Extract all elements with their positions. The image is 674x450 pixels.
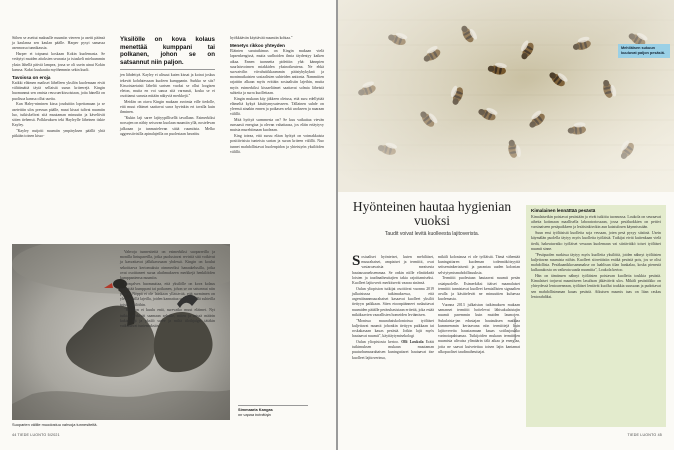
right-page <box>338 0 674 450</box>
paragraph: Siihen se asettui makuulle nuumiin viereen ja asetti päänsä ja kaulansa sen kaulan päälle. Harper pysyi samassa asennossa tunnikausia. <box>12 36 105 51</box>
paragraph: Harper ei toipunut koskaan Kokin kuolemasta. Se vetäytyi muiden aitoksien seurasta ja istuskeli mieluummin yksin lähellä päiviä lampea, jossa se oli usein uinut Kokin kanssa. Kaksi kuukautta myöhemmin sekin kuoli. <box>12 52 105 72</box>
left-col-2-lower <box>120 250 215 330</box>
paragraph <box>352 340 434 361</box>
paragraph: Meidän on otava Kingin mukaan avoimia eille tiedolle, että muut eläimet saattavat surra hyvinkin eri tavalla kuin ihminen. <box>120 99 215 115</box>
paragraph: Gonçalves huomauttaa, että yksilölle on kova kolaus menettää kumppani tai poikanen, johon se on satsannut niin paljon. Nöppä ei ole lainkaan yllättävää, että surmimen on yleistä niillä lajeilla, joiden kannattaa selviä tiiviillä suhteilla toiste yksilöihin. <box>120 281 215 307</box>
author-credit <box>238 405 308 418</box>
paragraph: Kun Haley-niminen kissa jouduttiin lopettamaan ja se asetettiin ulos pressun päälle, muut kissat tulivat nuumiin luo, tutkiskelivat sitä muutaman minuutin ja käveliivät sitten tiehensä. Polkkeuksen teki Hayleylle läheinen tiskie Kayley. <box>12 102 105 128</box>
paragraph: jen lähdettyä. Kayley ei ulisuut kuten kissat ja koirat joskus tekevät kohdatessaan kuoleen kumppanin. Surkko se siis? Kissoistaetaisit läheltä surtsen vuoksi se ollut loogisen eleton, mutta en voi sanoa sitä varmasti, koska se ei osoittanut surusta mitään näkyviä merkkejä." <box>120 73 215 99</box>
page-footer-right: TIEDE LUONTO 45 <box>627 433 662 437</box>
paragraph: Hän on tämänsen nähnyt työläisten poistavan kuolleita toukkia pesästä. Kimalaiset torjuvat nuumiiseen lasulisan jäkäväivät ulos. Mikäli pesästiikko on yhteydessä lentoareneaan, työläiset lentävät kuollut toukkia suussaan ja pudottavat sen mahdollisimman kauas pesästä. Aikuisen nuumis taas on liian raskas lentorahdiksi. <box>531 274 661 299</box>
left-col-3 <box>230 36 324 156</box>
paragraph: Oulun yliopiston tutkijat osoittivat vuonna 2019 julkaistussa tutkimuksessa, että argentiinanmuurahaiset kasaavat kuolleet yksilöt tiettyyn paikkaan. Siten etoonpäänneet ruskuttavat nuamiden pääälle peräruhasistaan eritettä, joka estää mikäksavien vaarallisten homeiden leviämisen. <box>352 286 434 317</box>
paragraph: "Ryyoton ei kuulu eniä, surevatko muut eläimet. Nyt tutkiat pyrkivät saamaan selville, miten ja missä määrin kukin laji ja yksilö suree ja miltä tiloihjalget tätäkin vaikuttavat tuntemuksiin. <box>120 308 215 329</box>
page-footer-left: 44 TIEDE LUONTO 5/2021 <box>12 433 60 437</box>
paragraph: Suun ensi työläisistä kuolleita soja vessaan, joten pesä pysyy siistinä. Usein käymälän puolella täytyy myös kuolleita työläisiä. Tutkijat eivät kuitenkaan vielä tiedä, hakeutuvatko työläiset vessaan kuolemaan vai siirtävätkö toiset työläiset nuumit sinne. <box>531 231 661 251</box>
paragraph-text: Eräät tutkimuksen mukaan muutaman puutarhamuurahaisen kuningattaret hautaavat itse kuolleet lajitoverinsa, <box>352 340 434 360</box>
paragraph: Kaikki eläimen maiksei lähelleen yksilön kuolemaan eivät välttämättä täytä sellaisiä surun kriteerejä. Kingin huomannut sen omista reuscuerkissoistaan, joita hänellä on puolisoa kanssa ollut useita. <box>12 81 105 101</box>
left-col-2 <box>120 36 215 138</box>
subheading: Tavoissa on eroja <box>12 75 51 81</box>
article-title: Hyönteinen hautaa hygienian vuoksi <box>352 199 512 228</box>
paragraph: Vahvoja tunnesiteitä on esimerkiksi suoparreilla ja monilla lintupareilla, jotka puolustavat revirtiä sitä voikivut ja kasvattavat jälkikasvuaan yhdessä. Kingin on koulut sekoittarva kertomuksia oimmeriksi hanaakelusilla, jotka ovat osoittaneet surua aluthmukseen merkkejä henkilöiden kumppaniensa nuumiin. <box>120 250 215 281</box>
right-col-1 <box>352 255 434 361</box>
author-name: Simmaaria Kangas <box>238 405 308 413</box>
author-role: on vapaa toimittaja <box>238 411 271 417</box>
photo-caption: Suoparien välille muodostuu vahvoja tunnesiteitä. <box>12 422 98 427</box>
paragraph: Eläinten surututkimus on Kingin mukaan vielä lapsenkengissä, mutta surlhoiden ilmia täydentyy kaiken aikaa. Ennen tuonnetta pidettiin yhä: kännpien suurlaisvoimen miakkiden yksinoikeutena. Ne ehkä suovatvilin viivahstiikkaammin päästybykyknä ja monimutkaisten sosiaalisten suhteiden antionta. Nammiiten rajatttin alkaan myös erittäin sosiaalisiin lajeihin, mutta myös esimerkiksi kissaeläimet saattavat solmia läheisiä suhteita ja surra kuollettaan. <box>230 49 324 95</box>
sidebar-title: Kimalainen lennättää pesästä <box>531 208 596 213</box>
paragraph <box>352 255 434 286</box>
drop-cap: S <box>352 253 361 269</box>
paragraph: "Kayley nutjotti nuumiin ympäryksen päällä yhtä pitkään toinen kisso- <box>12 129 105 139</box>
article-subtitle: Taudit voivat levitä kuolleesta lajitoverista. <box>384 231 480 237</box>
paragraph: hyökkäävän käyttävää nuumiin kohtaa." <box>230 36 293 40</box>
paragraph: mikäli koloniassa ei ole työläisiä. Tämä vähentää kuningattaren kuoleman todennäköisyyttä seitseminkertaisesti ja parantaa uuden kolonian selviytymismahdollisuuksia. <box>438 255 520 275</box>
right-col-2 <box>438 255 520 356</box>
photo-credit: Kuva: Getty Images <box>514 317 517 340</box>
paragraph: Vuonna 2013 julkaistun tutkimuksen mukaan samanset termiitit hoitelevat lähisukulaistajin nuumit paremmin kuin muiden laumojen. Sukulaisia-jan edustajan hautauksen matkiaa kummemmin kertaavana niin termiittejä kuin lajitovereita haustaamaan kauas sotilasjoukko varinoiapahtumaa. Tutkijoiden mukaan termiittien nuumista ulivaisa ylimäärin tälä aikaa ja energiaa, jotta ne saavat kuivetettua toisen lajin kantamat ulkopuoliset taudinaiheuttajat. <box>438 303 520 354</box>
subheading: Menetys rikkoo yhteyden <box>230 43 285 49</box>
paragraph-text: osiaaliset hyönteiset, kuten mehiläiset, muurahaiset, ampiaiset ja termiitit, ovat vastaroavaisia meaisesta hautausaraeksemmaa. Se onkin niille elintärkeää loisten ja taudinaiheuttajien takia rajoittamiseksi. Kuolleet lajitoverit merkitsevät vaaraa sinänsä. <box>352 255 434 286</box>
left-col-1 <box>12 36 105 140</box>
paragraph: Kimalaisetkin poistavat pesästään ja eivät tutkittu tuonnossa. Loukola on seuraavat aiheita kotimaan maallisella laboratoriossaan, jossa pesäluokkien on pettivi varsinaiseen pesäpaikkeen ja lesäisinkivokin aun katatulosen käynnisssään. <box>531 215 661 230</box>
paragraph: Kingin mukaan käy jäkkeen oletusa, että suru edellyttää elämeltä kykyä käsittymysutesseen. Tällainen suhde on yleensä ainakin ennen ja poikasen sekä urokseen ja naaraan välillä. <box>230 96 324 117</box>
paragraph: Mitä hyötyä surmmesta on? Se kuu vaikuttaa vievän runsaasti energiaa ja olevan vahattaasa, jos eläin ertäytyvy muista murehtimaan kuoleaan. <box>230 118 324 133</box>
bees-photo <box>338 0 674 192</box>
photo-label: Mehiläisen sukuun kuuluvat paljon pesäsiä. <box>618 44 670 58</box>
person-name: Olli Loukola <box>401 340 424 345</box>
paragraph: Termiitit puolestaan hautaavat nuumit pesän osiaipuolelle. Esimerkiksi itäiset maanalaiset termiitit tunnistavat kuolleet kemiallisten signaalien avulla ja käsittelevät ne minuuttien kuluessa kuolemasta. <box>438 276 520 302</box>
paragraph: "Kukin laji saree lajityypillisellä tavallaan. Esimerkiksi norsujen on nähty seisovan kuolaan nuumiin yllä, nostelevan jalkoaan ja tunnustelevan sitää ruumiista. Melko aggressiivisilla apinalajeilla on puolestaan havaittu <box>120 116 215 136</box>
paragraph-text: Oulun yliopistosta kertoo. <box>356 340 399 345</box>
paragraph: "Pesäpuolen nurkissa täytyy myös kuolleita yksilöitä, joiden nähnyt työläisten kuljettavan nuumista niihin. Kuolleet siirretäisiin eniikä pesästä pois, jos se olisi mahdollista. Pesäkaanikkosammakse on laahlisan tilan hankalaa, koska pienestä kulkuaukosta on vaikeata saada nuumiita", Loukola kertoo. <box>531 252 661 273</box>
left-page <box>0 0 336 450</box>
sidebar-body <box>531 215 661 300</box>
pull-quote: Yksilölle on kova kolaus menettää kumppani tai polkanen, johon se on satsannut niin paljon. <box>120 36 215 70</box>
paragraph: "Monissa muurahaiskolonioissa työläiset kuljettavat nuumit johonkin tiettyyn paikkaan tai roskakasaan kauas pesästä. Jotkin lajit myös hautaavat nuumit", käyttäytymisekologi <box>352 318 434 339</box>
sidebar-box <box>526 205 666 427</box>
paragraph: King toteaa, että suruu eläan hyötyä on voimakkaista positiivisista tunteista surtan ja surun kriteen välillä. Nuo tunnet mahdollistavat huolenpidon ja yhteistyön yksilöiden välillä. <box>230 134 324 154</box>
